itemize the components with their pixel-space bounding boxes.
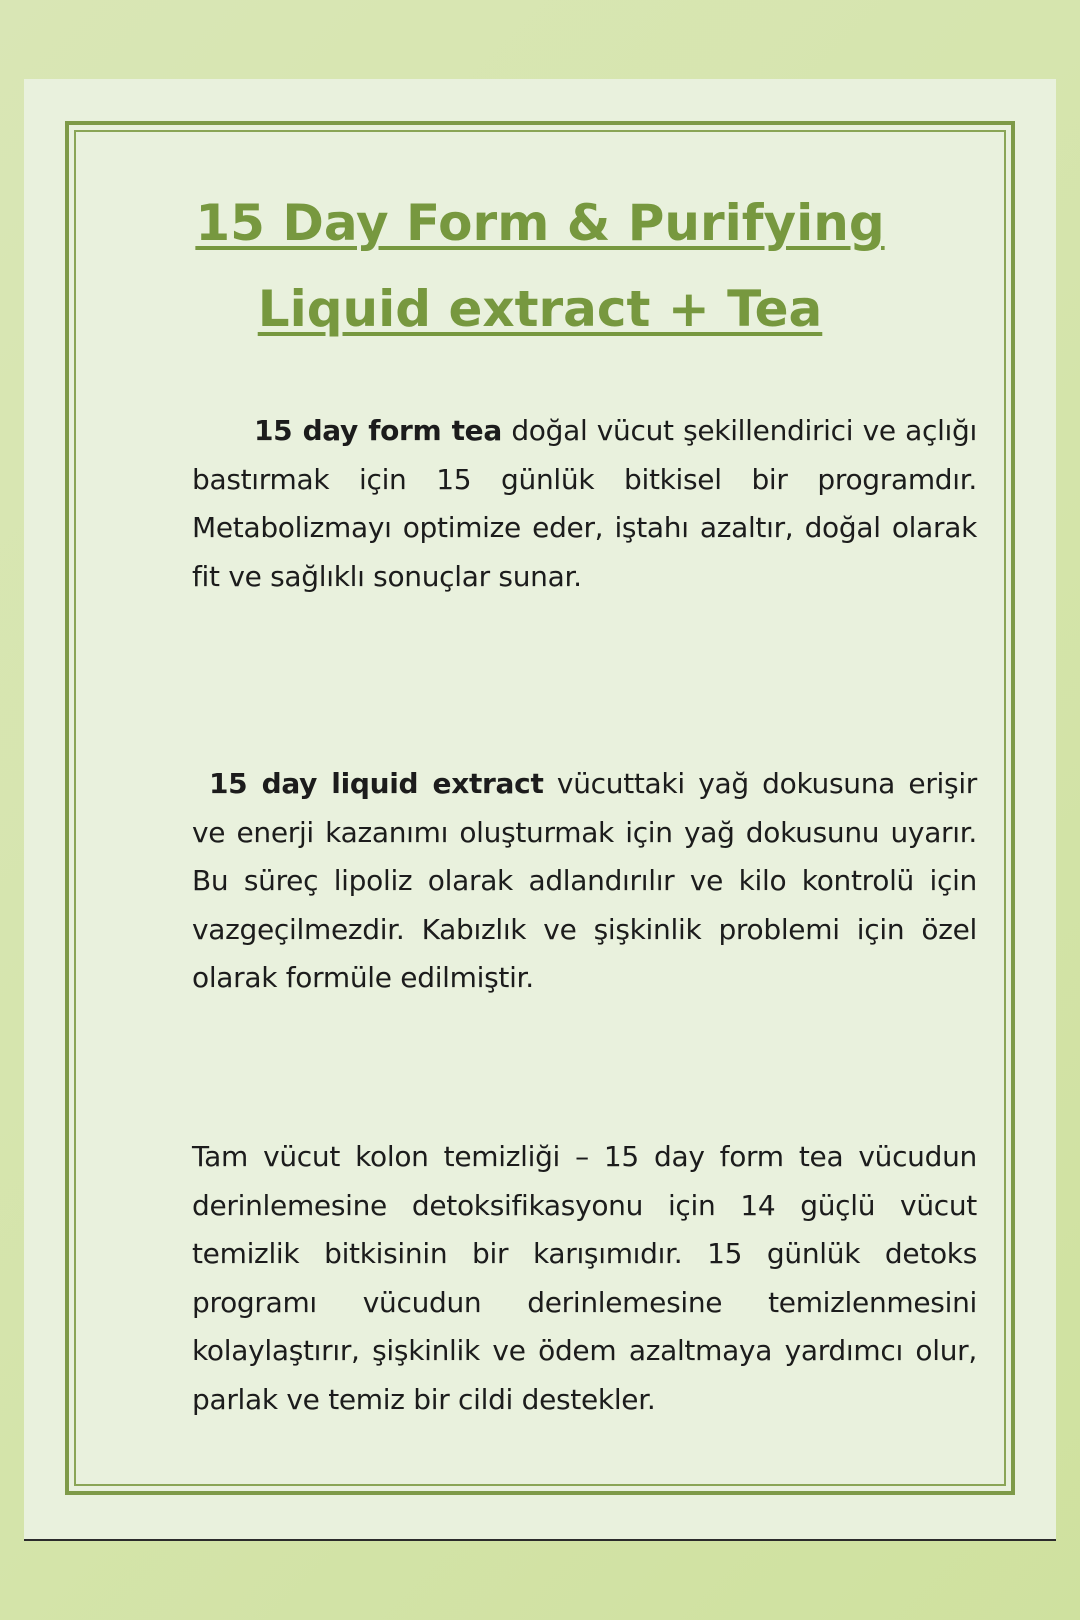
paragraph-form-tea-text: doğal vücut şekillendirici ve açlığı bastırmak için 15 günlük bitkisel bir programdır. Metabolizmayı optimize eder, iştahı azaltır, doğal olarak fit ve sağlıklı sonuçlar sunar. — [192, 414, 977, 593]
paragraph-form-tea-bold: 15 day form tea — [254, 414, 502, 447]
page-border-outer — [65, 121, 1015, 1495]
paragraph-colon-cleanse — [192, 1133, 977, 1425]
paragraph-colon-cleanse-text: Tam vücut kolon temizliği – 15 day form tea vücudun derinlemesine detoksifikasyonu için 14 güçlü vücut temizlik bitkisinin bir karışımıdır. 15 günlük detoks programı vücudun derinlemesine temizlenmesini kolaylaştırır, şişkinlik ve ödem azaltmaya yardımcı olur, parlak ve temiz bir cildi destekler. — [192, 1140, 977, 1416]
document-sheet — [24, 79, 1056, 1540]
page-title — [69, 180, 1011, 352]
title-line-2: Liquid extract + Tea — [257, 280, 823, 338]
paragraph-form-tea — [192, 407, 977, 601]
paragraph-liquid-extract-text: vücuttaki yağ dokusuna erişir ve enerji kazanımı oluşturmak için yağ dokusunu uyarır. Bu süreç lipoliz olarak adlandırılır ve kilo kontrolü için vazgeçilmezdir. Kabızlık ve şişkinlik problemi için özel olarak formüle edilmiştir. — [192, 767, 978, 995]
paragraph-liquid-extract-bold: 15 day liquid extract — [209, 767, 544, 800]
title-line-1: 15 Day Form & Purifying — [195, 194, 885, 252]
paragraph-liquid-extract — [192, 760, 977, 1003]
bottom-divider — [24, 1539, 1056, 1541]
